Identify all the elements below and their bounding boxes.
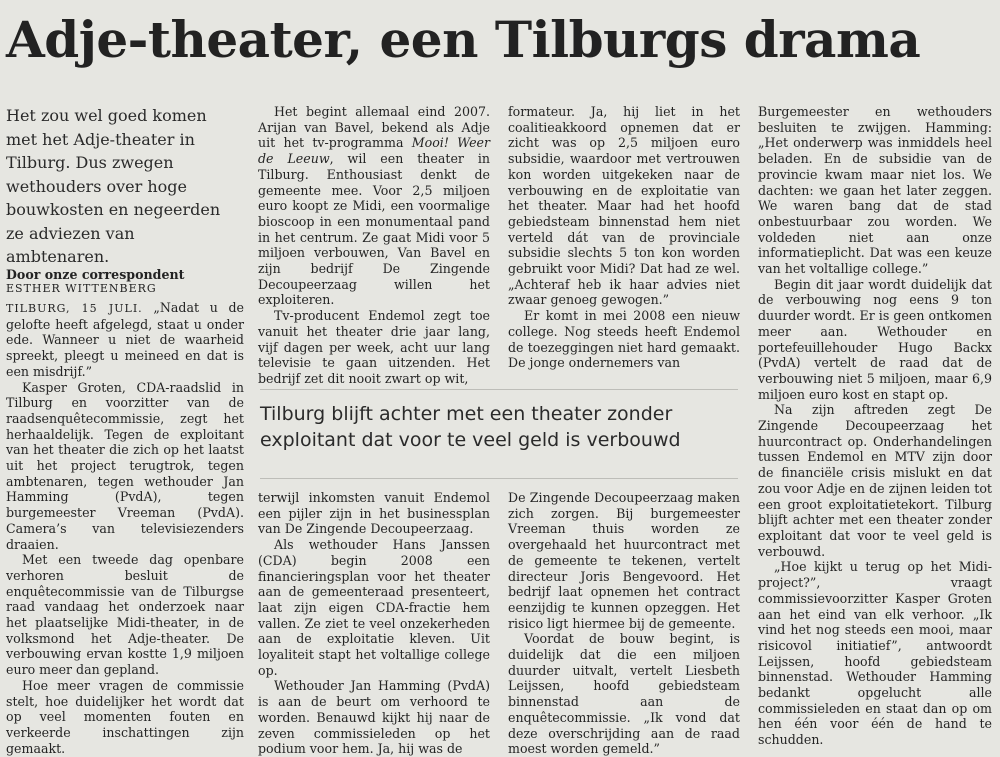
col2-p1-before: Het begint allemaal eind 2007. Arijan van Bavel, bekend als Adje uit het tv-programma xyxy=(258,104,490,151)
column-4 xyxy=(758,104,992,748)
byline-label: Door onze correspondent xyxy=(6,267,185,282)
col3b-paragraph-2: Voordat de bouw begint, is duidelijk dat die een miljoen duurder uitvalt, vertelt Liesbeth Leijssen, hoofd gebiedsteam binnenstad aan de enquêtecommissie. „Ik vond dat deze overschrijding aan de raad moest worden gemeld.” xyxy=(508,631,740,757)
column-3-top xyxy=(508,104,740,371)
tv-program-title: Mooi! Weer de Leeuw xyxy=(258,135,490,167)
col3-paragraph-1: formateur. Ja, hij liet in het coalitieakkoord opnemen dat er zicht was op 2,5 miljoen euro subsidie, waardoor met vertrouwen kon worden uitgekeken naar de verbouwing en de exploitatie van het theater. Maar had het hoofd gebiedsteam binnenstad hem niet verteld dát van de provinciale subsidie slechts 5 ton kon worden gebruikt voor Midi? Dat had ze wel. „Achteraf heb ik haar advies niet zwaar genoeg gewogen.” xyxy=(508,104,740,308)
col1-p1-text: „Nadat u de gelofte heeft afgelegd, staat u onder ede. Wanneer u niet de waarheid spreekt, pleegt u meineed en dat is een misdrijf.” xyxy=(6,300,244,379)
col4-paragraph-1: Burgemeester en wethouders besluiten te zwijgen. Hamming: „Het onderwerp was inmiddels heel beladen. En de subsidie van de provincie kwam maar niet los. We dachten: we gaan het later zeggen. We waren bang dat de stad onbestuurbaar zou worden. We voldeden niet aan onze informatieplicht. Dat was een keuze van het voltallige college.” xyxy=(758,104,992,277)
col1-paragraph-2: Kasper Groten, CDA-raadslid in Tilburg en voorzitter van de raadsenquêtecommissie, zegt het herhaaldelijk. Tegen de exploitant van het theater die zich op het laatst uit het project terugtrok, tegen ambtenaren, tegen wethouder Jan Hamming (PvdA), tegen burgemeester Vreeman (PvdA). Camera’s van televisiezenders draaien. xyxy=(6,379,244,552)
column-3-bottom xyxy=(508,490,740,757)
byline xyxy=(6,268,246,296)
col4-paragraph-3: Na zijn aftreden zegt De Zingende Decoupeerzaag het huurcontract op. Onderhandelingen tussen Endemol en MTV zijn door de financiële crisis mislukt en dat zou voor Adje en de zijnen leiden tot een groot exploitatietekort. Tilburg blijft achter met een theater zonder exploitant dat voor te veel geld is verbouwd. xyxy=(758,402,992,559)
col2-paragraph-2: Tv-producent Endemol zegt toe vanuit het theater drie jaar lang, vijf dagen per week, acht uur lang televisie te gaan uitzenden. Het bedrijf zet dit nooit zwart op wit, xyxy=(258,308,490,386)
col3-paragraph-2: Er komt in mei 2008 een nieuw college. Nog steeds heeft Endemol de toezeggingen niet hard gemaakt. De jonge ondernemers van xyxy=(508,308,740,371)
dateline: TILBURG, 15 JULI. xyxy=(6,302,143,315)
col1-paragraph-1 xyxy=(6,300,244,380)
col1-paragraph-4: Hoe meer vragen de commissie stelt, hoe duidelijker het wordt dat op veel momenten fouten en verkeerde inschattingen zijn gemaakt. xyxy=(6,677,244,756)
col2b-paragraph-3: Wethouder Jan Hamming (PvdA) is aan de beurt om verhoord te worden. Benauwd kijkt hij naar de zeven commissieleden op het podium voor hem. Ja, hij was de xyxy=(258,678,490,757)
col2-paragraph-1 xyxy=(258,104,490,308)
pull-quote: Tilburg blijft achter met een theater zonder exploitant dat voor te veel geld is verbouwd xyxy=(260,403,681,451)
col3b-paragraph-1: De Zingende Decoupeerzaag maken zich zorgen. Bij burgemeester Vreeman thuis worden ze overgehaald het huurcontract met de gemeente te tekenen, vertelt directeur Joris Bengevoord. Het bedrijf laat opnemen het contract eenzijdig te kunnen opzeggen. Het risico ligt hiermee bij de gemeente. xyxy=(508,490,740,631)
page-title: Adje-theater, een Tilburgs drama xyxy=(6,10,921,69)
pull-quote-rule-top xyxy=(260,389,738,390)
col2b-paragraph-2: Als wethouder Hans Janssen (CDA) begin 2008 een financieringsplan voor het theater aan de gemeenteraad presenteert, laat zijn eigen CDA-fractie hem vallen. Ze ziet te veel onzekerheden aan de exploitatie kleven. Uit loyaliteit stapt het voltallige college op. xyxy=(258,537,490,678)
column-2-top xyxy=(258,104,490,387)
pull-quote-rule-bottom xyxy=(260,478,738,479)
col2-p1-after: , wil een theater in Tilburg. Enthousiast denkt de gemeente mee. Voor 2,5 miljoen euro koopt ze Midi, een voormalige bioscoop in een monumentaal pand in het centrum. Ze gaat Midi voor 5 miljoen verbouwen, Van Bavel en zijn bedrijf De Zingende Decoupeerzaag willen het exploiteren. xyxy=(258,151,490,308)
lede-paragraph: Het zou wel goed komen met het Adje-theater in Tilburg. Dus zwegen wethouders over hoge bouwkosten en negeerden ze adviezen van ambtenaren. xyxy=(6,106,221,266)
byline-author: ESTHER WITTENBERG xyxy=(6,282,157,295)
col4-paragraph-4: „Hoe kijkt u terug op het Midi-project?”, vraagt commissievoorzitter Kasper Groten aan het eind van elk verhoor. „Ik vind het nog steeds een mooi, maar risicovol initiatief”, antwoordt Leijssen, hoofd gebiedsteam binnenstad. Wethouder Hamming bedankt opgelucht alle commissieleden en staat dan op om hen één voor één de hand te schudden. xyxy=(758,559,992,748)
col2b-paragraph-1: terwijl inkomsten vanuit Endemol een pijler zijn in het businessplan van De Zingende Decoupeerzaag. xyxy=(258,490,490,537)
column-2-bottom xyxy=(258,490,490,757)
column-1 xyxy=(6,300,244,756)
col4-paragraph-2: Begin dit jaar wordt duidelijk dat de verbouwing nog eens 9 ton duurder wordt. Er is geen ontkomen meer aan. Wethouder en portefeuillehouder Hugo Backx (PvdA) vertelt de raad dat de verbouwing niet 5 miljoen, maar 6,9 miljoen euro kost en stapt op. xyxy=(758,276,992,402)
col1-paragraph-3: Met een tweede dag openbare verhoren besluit de enquêtecommissie van de Tilburgse raad vandaag het onderzoek naar het plaatselijke Midi-theater, in de volksmond het Adje-theater. De verbouwing ervan kostte 1,9 miljoen euro meer dan gepland. xyxy=(6,552,244,678)
